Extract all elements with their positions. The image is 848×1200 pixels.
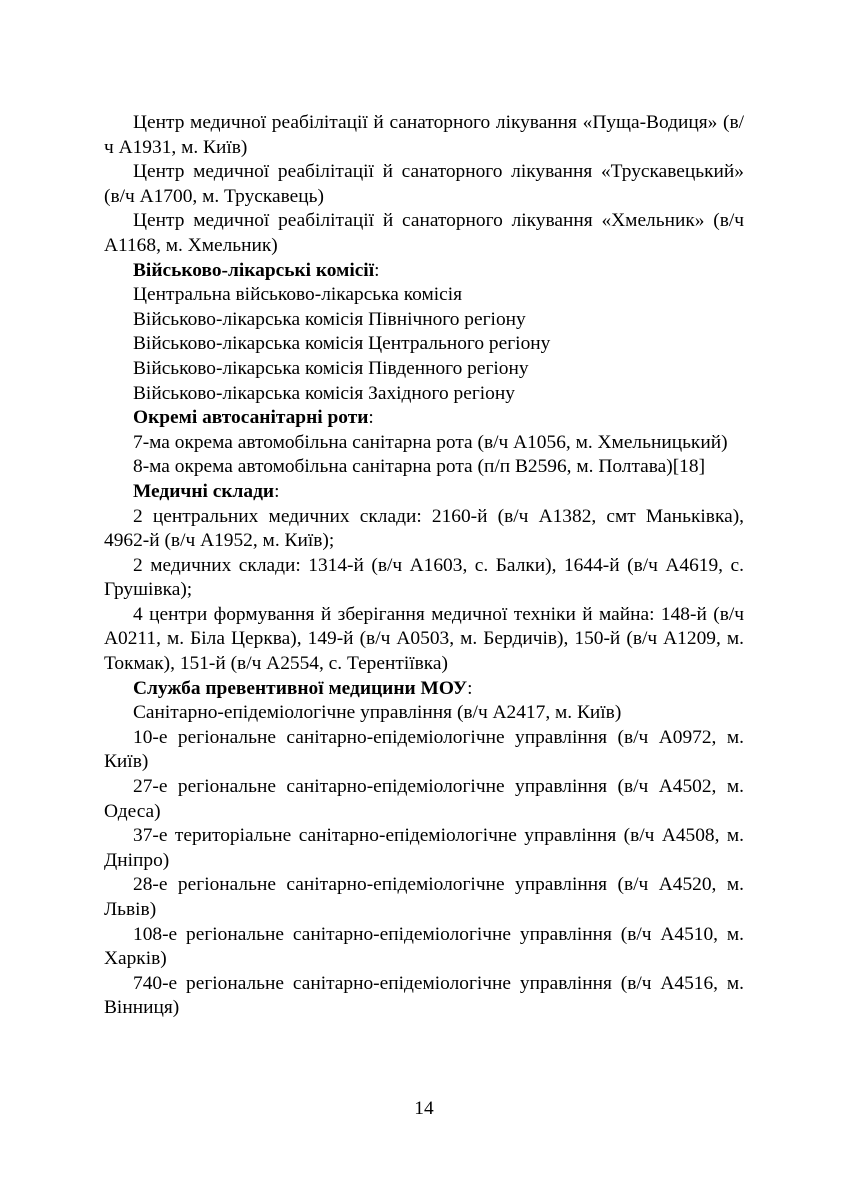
heading-text: Військово-лікарські комісії xyxy=(133,259,375,281)
paragraph-west-commission: Військово-лікарська комісія Західного регіону xyxy=(133,382,515,404)
paragraph-equipment-centers: 4 центри формування й зберігання медичної техніки й майна: 148-й (в/ч А0211, м. Біла Церква), 149-й (в/ч А0503, м. Бердичів), 150-й (в/ч А1209, м. Токмак), 151-й (в/ч А2554, с. Терентіївка) xyxy=(104,603,744,675)
paragraph-central-commission: Центральна військово-лікарська комісія xyxy=(133,284,463,306)
paragraph-sanitary-kyiv-main: Санітарно-епідеміологічне управління (в/ч А2417, м. Київ) xyxy=(133,702,622,724)
page-number: 14 xyxy=(414,1098,434,1119)
paragraph-sanitary-740th: 740-е регіональне санітарно-епідеміологічне управління (в/ч А4516, м. Вінниця) xyxy=(104,972,744,1019)
section-heading-preventive-medicine xyxy=(104,677,744,702)
paragraph-sanitary-108th: 108-е регіональне санітарно-епідеміологічне управління (в/ч А4510, м. Харків) xyxy=(104,923,744,970)
heading-colon: : xyxy=(467,677,473,699)
paragraph-7th-company: 7-ма окрема автомобільна санітарна рота (в/ч А1056, м. Хмельницький) xyxy=(133,431,728,453)
heading-colon: : xyxy=(368,407,374,429)
paragraph-pushcha-vodytsia: Центр медичної реабілітації й санаторного лікування «Пуща-Водиця» (в/ч А1931, м. Київ) xyxy=(104,112,744,158)
section-heading-medical-warehouses xyxy=(104,480,744,505)
heading-text: Окремі автосанітарні роти xyxy=(133,407,369,429)
document-body xyxy=(104,111,744,1021)
heading-text: Служба превентивної медицини МОУ xyxy=(133,677,468,699)
paragraph-khmelnyk: Центр медичної реабілітації й санаторного лікування «Хмельник» (в/ч А1168, м. Хмельник) xyxy=(104,210,744,256)
section-heading-ambulance-companies xyxy=(104,406,744,431)
paragraph-center-commission: Військово-лікарська комісія Центрального регіону xyxy=(133,333,551,355)
paragraph-central-warehouses: 2 центральних медичних склади: 2160-й (в/ч А1382, смт Маньківка), 4962-й (в/ч А1952, м. Київ); xyxy=(104,505,744,552)
paragraph-sanitary-28th: 28-е регіональне санітарно-епідеміологічне управління (в/ч А4520, м. Львів) xyxy=(104,874,744,920)
heading-colon: : xyxy=(374,259,380,281)
paragraph-warehouses: 2 медичних склади: 1314-й (в/ч А1603, с. Балки), 1644-й (в/ч А4619, с. Грушівка); xyxy=(104,554,744,601)
paragraph-south-commission: Військово-лікарська комісія Південного регіону xyxy=(133,357,529,379)
heading-colon: : xyxy=(274,480,280,502)
paragraph-sanitary-10th: 10-е регіональне санітарно-епідеміологічне управління (в/ч А0972, м. Київ) xyxy=(104,726,744,773)
heading-text: Медичні склади xyxy=(133,480,275,502)
paragraph-truskavets: Центр медичної реабілітації й санаторного лікування «Трускавецький» (в/ч А1700, м. Трускавець) xyxy=(104,161,744,207)
paragraph-sanitary-37th: 37-е територіальне санітарно-епідеміологічне управління (в/ч А4508, м. Дніпро) xyxy=(104,825,744,871)
paragraph-8th-company: 8-ма окрема автомобільна санітарна рота (п/п В2596, м. Полтава)[18] xyxy=(133,456,706,478)
paragraph-sanitary-27th: 27-е регіональне санітарно-епідеміологічне управління (в/ч А4502, м. Одеса) xyxy=(104,776,744,822)
paragraph-north-commission: Військово-лікарська комісія Північного регіону xyxy=(133,308,526,330)
section-heading-medical-commissions xyxy=(104,259,744,284)
